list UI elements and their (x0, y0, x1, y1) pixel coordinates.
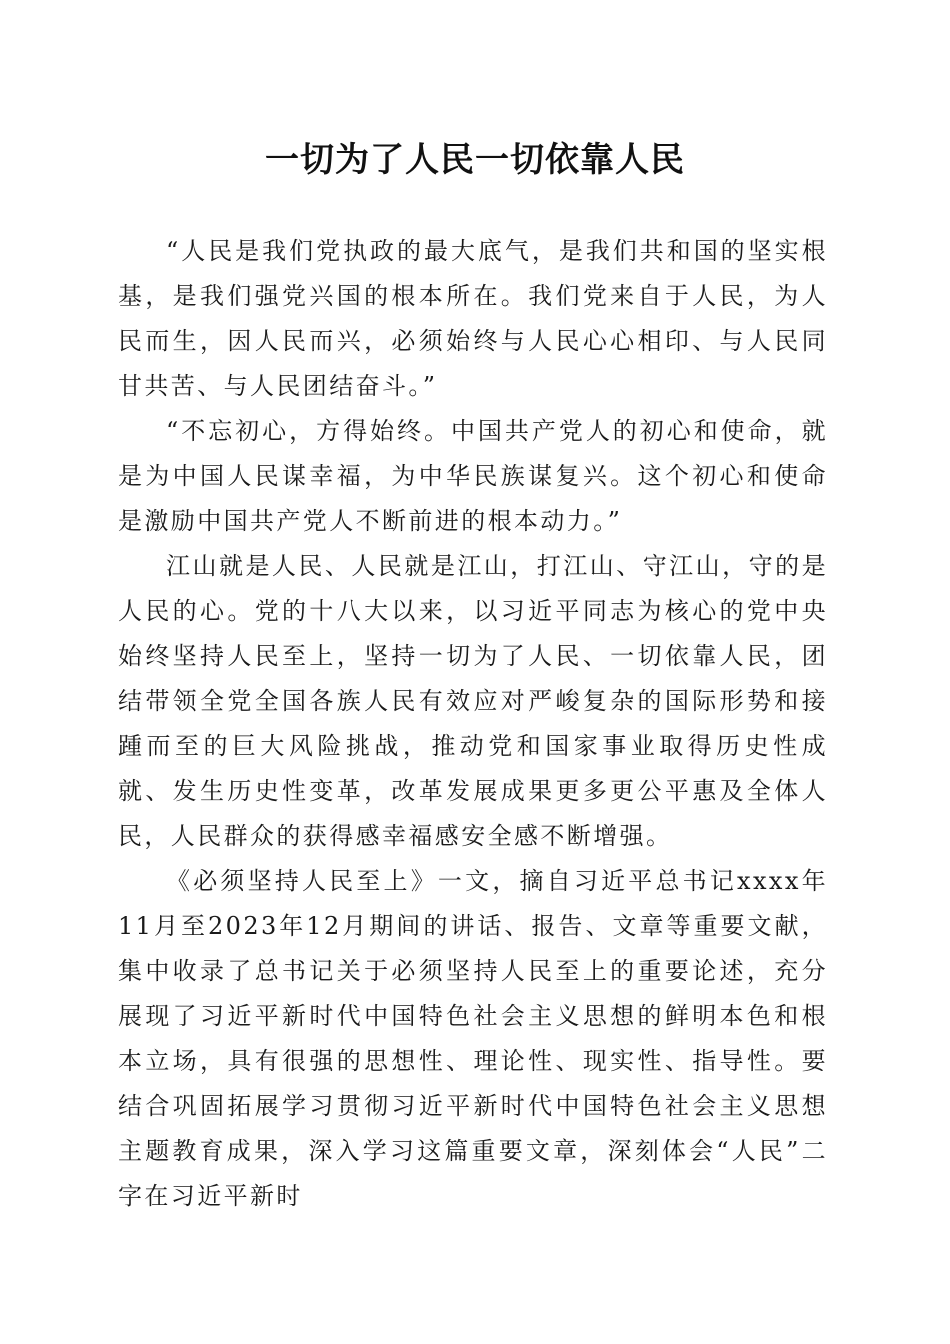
document-title: 一切为了人民一切依靠人民 (265, 140, 685, 180)
paragraph-quote-2: “不忘初心，方得始终。中国共产党人的初心和使命，就是为中国人民谋幸福，为中华民族谋复兴。这个初心和使命是激励中国共产党人不断前进的根本动力。” (118, 417, 828, 535)
paragraph-article-intro: 《必须坚持人民至上》一文，摘自习近平总书记xxxx年11月至2023年12月期间的讲话、报告、文章等重要文献，集中收录了总书记关于必须坚持人民至上的重要论述，充分展现了习近平新时代中国特色社会主义思想的鲜明本色和根本立场，具有很强的思想性、理论性、现实性、指导性。要结合巩固拓展学习贯彻习近平新时代中国特色社会主义思想主题教育成果，深入学习这篇重要文章，深刻体会“人民”二字在习近平新时 (118, 867, 828, 1210)
paragraph-jiangshan: 江山就是人民、人民就是江山，打江山、守江山，守的是人民的心。党的十八大以来，以习近平同志为核心的党中央始终坚持人民至上，坚持一切为了人民、一切依靠人民，团结带领全党全国各族人民有效应对严峻复杂的国际形势和接踵而至的巨大风险挑战，推动党和国家事业取得历史性成就、发生历史性变革，改革发展成果更多更公平惠及全体人民，人民群众的获得感幸福感安全感不断增强。 (118, 552, 828, 850)
paragraph-quote-1: “人民是我们党执政的最大底气，是我们共和国的坚实根基，是我们强党兴国的根本所在。我们党来自于人民，为人民而生，因人民而兴，必须始终与人民心心相印、与人民同甘共苦、与人民团结奋斗。” (118, 237, 828, 400)
document-body (118, 229, 828, 1219)
